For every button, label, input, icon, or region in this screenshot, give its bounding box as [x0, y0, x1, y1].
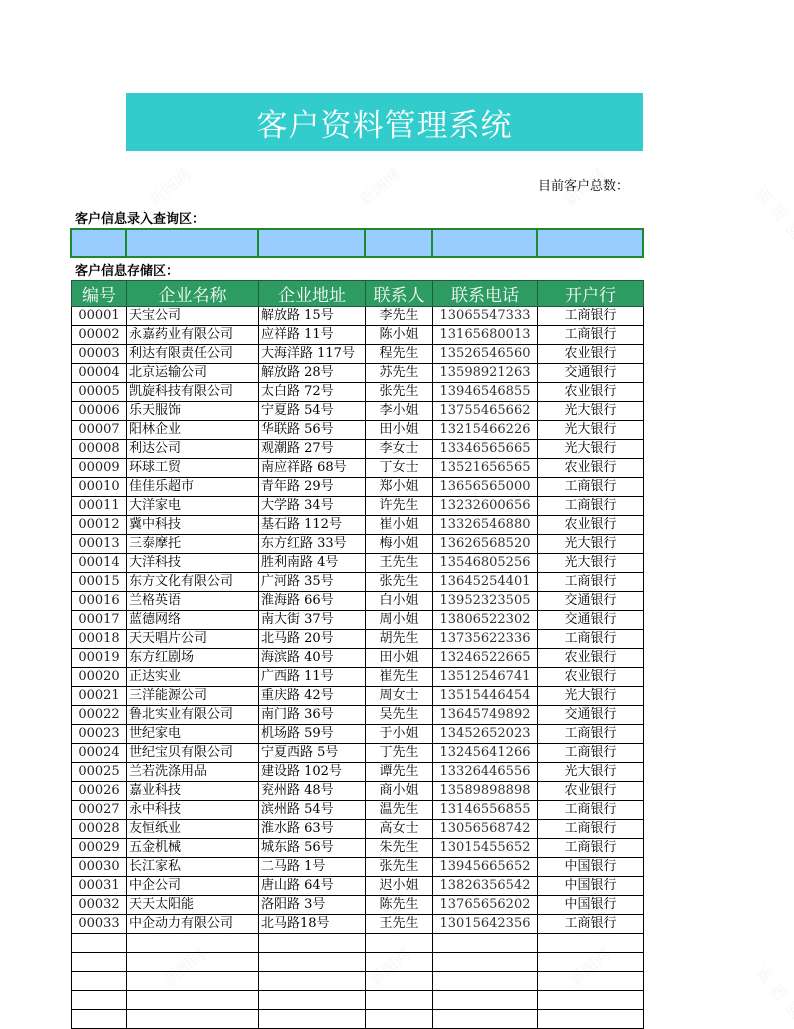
cell-phone[interactable]: 13952323505 [433, 592, 538, 611]
cell-contact[interactable]: 崔先生 [366, 668, 433, 687]
cell-address[interactable]: 二马路 1号 [259, 858, 366, 877]
empty-table-row [72, 953, 644, 972]
cell-contact[interactable]: 张先生 [366, 858, 433, 877]
empty-cell-id[interactable] [72, 934, 127, 953]
cell-id[interactable]: 00028 [72, 820, 127, 839]
cell-bank[interactable]: 工商银行 [538, 307, 644, 326]
cell-company-name[interactable]: 世纪宝贝有限公司 [127, 744, 259, 763]
cell-bank[interactable]: 工商银行 [538, 820, 644, 839]
cell-address[interactable]: 胜利南路 4号 [259, 554, 366, 573]
empty-cell-company-name[interactable] [127, 1010, 259, 1029]
cell-address[interactable]: 太白路 72号 [259, 383, 366, 402]
table-row [72, 763, 644, 782]
title-banner [126, 93, 643, 151]
cell-contact[interactable]: 朱先生 [366, 839, 433, 858]
table-row [72, 611, 644, 630]
cell-company-name[interactable]: 东方红剧场 [127, 649, 259, 668]
cell-id[interactable]: 00007 [72, 421, 127, 440]
table-row [72, 516, 644, 535]
cell-phone[interactable]: 13521656565 [433, 459, 538, 478]
cell-contact[interactable]: 田小姐 [366, 649, 433, 668]
cell-company-name[interactable]: 利达有限责任公司 [127, 345, 259, 364]
empty-cell-id[interactable] [72, 972, 127, 991]
cell-phone[interactable]: 13165680013 [433, 326, 538, 345]
empty-cell-id[interactable] [72, 991, 127, 1010]
cell-phone[interactable]: 13806522302 [433, 611, 538, 630]
cell-company-name[interactable]: 天天唱片公司 [127, 630, 259, 649]
cell-address[interactable]: 应祥路 11号 [259, 326, 366, 345]
empty-cell-bank[interactable] [538, 991, 644, 1010]
cell-address[interactable]: 大海洋路 117号 [259, 345, 366, 364]
empty-cell-address[interactable] [259, 934, 366, 953]
cell-id[interactable]: 00025 [72, 763, 127, 782]
empty-cell-contact[interactable] [366, 991, 433, 1010]
column-header-name[interactable]: 企业名称 [127, 281, 259, 307]
cell-contact[interactable]: 谭先生 [366, 763, 433, 782]
cell-contact[interactable]: 梅小姐 [366, 535, 433, 554]
empty-cell-bank[interactable] [538, 972, 644, 991]
cell-bank[interactable]: 工商银行 [538, 573, 644, 592]
table-row [72, 630, 644, 649]
cell-bank[interactable]: 交通银行 [538, 592, 644, 611]
cell-id[interactable]: 00032 [72, 896, 127, 915]
table-row [72, 497, 644, 516]
table-row [72, 364, 644, 383]
cell-id[interactable]: 00002 [72, 326, 127, 345]
table-row [72, 649, 644, 668]
empty-cell-phone[interactable] [433, 1010, 538, 1029]
cell-id[interactable]: 00011 [72, 497, 127, 516]
cell-bank[interactable]: 农业银行 [538, 649, 644, 668]
cell-address[interactable]: 观潮路 27号 [259, 440, 366, 459]
cell-contact[interactable]: 高女士 [366, 820, 433, 839]
cell-address[interactable]: 青年路 29号 [259, 478, 366, 497]
cell-contact[interactable]: 丁女士 [366, 459, 433, 478]
empty-cell-contact[interactable] [366, 1010, 433, 1029]
cell-company-name[interactable]: 北京运输公司 [127, 364, 259, 383]
cell-company-name[interactable]: 三洋能源公司 [127, 687, 259, 706]
cell-address[interactable]: 华联路 56号 [259, 421, 366, 440]
cell-id[interactable]: 00012 [72, 516, 127, 535]
entry-section-label: 客户信息录入查询区： [75, 212, 206, 227]
cell-address[interactable]: 建设路 102号 [259, 763, 366, 782]
empty-table-row [72, 1010, 644, 1029]
cell-contact[interactable]: 张先生 [366, 383, 433, 402]
empty-cell-id[interactable] [72, 1010, 127, 1029]
cell-contact[interactable]: 周女士 [366, 687, 433, 706]
cell-phone[interactable]: 13626568520 [433, 535, 538, 554]
cell-company-name[interactable]: 五金机械 [127, 839, 259, 858]
entry-query-row [70, 228, 644, 258]
cell-contact[interactable]: 王先生 [366, 554, 433, 573]
cell-contact[interactable]: 温先生 [366, 801, 433, 820]
cell-id[interactable]: 00019 [72, 649, 127, 668]
cell-address[interactable]: 广西路 11号 [259, 668, 366, 687]
empty-cell-company-name[interactable] [127, 934, 259, 953]
storage-section-label: 客户信息存储区： [75, 264, 180, 279]
table-row [72, 801, 644, 820]
cell-contact[interactable]: 陈小姐 [366, 326, 433, 345]
cell-phone[interactable]: 13589898898 [433, 782, 538, 801]
table-row [72, 402, 644, 421]
cell-address[interactable]: 南门路 36号 [259, 706, 366, 725]
cell-contact[interactable]: 程先生 [366, 345, 433, 364]
customer-table [71, 280, 644, 1029]
cell-address[interactable]: 大学路 34号 [259, 497, 366, 516]
cell-phone[interactable]: 13546805256 [433, 554, 538, 573]
cell-company-name[interactable]: 正达实业 [127, 668, 259, 687]
cell-company-name[interactable]: 三泰摩托 [127, 535, 259, 554]
cell-phone[interactable]: 13526546560 [433, 345, 538, 364]
table-row [72, 668, 644, 687]
cell-address[interactable]: 宁夏西路 5号 [259, 744, 366, 763]
cell-id[interactable]: 00033 [72, 915, 127, 934]
cell-phone[interactable]: 13765656202 [433, 896, 538, 915]
cell-id[interactable]: 00014 [72, 554, 127, 573]
cell-bank[interactable]: 光大银行 [538, 687, 644, 706]
cell-bank[interactable]: 光大银行 [538, 421, 644, 440]
cell-company-name[interactable]: 天宝公司 [127, 307, 259, 326]
cell-contact[interactable]: 迟小姐 [366, 877, 433, 896]
cell-phone[interactable]: 13946546855 [433, 383, 538, 402]
cell-id[interactable]: 00003 [72, 345, 127, 364]
empty-cell-company-name[interactable] [127, 953, 259, 972]
cell-contact[interactable]: 丁先生 [366, 744, 433, 763]
cell-address[interactable]: 南应祥路 68号 [259, 459, 366, 478]
table-row [72, 896, 644, 915]
table-row [72, 535, 644, 554]
cell-company-name[interactable]: 利达公司 [127, 440, 259, 459]
cell-bank[interactable]: 工商银行 [538, 915, 644, 934]
entry-field-bank[interactable] [538, 230, 642, 256]
cell-company-name[interactable]: 大洋科技 [127, 554, 259, 573]
table-row [72, 725, 644, 744]
entry-field-name[interactable] [127, 230, 259, 256]
cell-phone[interactable]: 13215466226 [433, 421, 538, 440]
table-row [72, 782, 644, 801]
cell-address[interactable]: 宁夏路 54号 [259, 402, 366, 421]
cell-address[interactable]: 机场路 59号 [259, 725, 366, 744]
cell-id[interactable]: 00018 [72, 630, 127, 649]
cell-id[interactable]: 00023 [72, 725, 127, 744]
cell-company-name[interactable]: 环球工贸 [127, 459, 259, 478]
cell-phone[interactable]: 13452652023 [433, 725, 538, 744]
cell-address[interactable]: 淮水路 63号 [259, 820, 366, 839]
cell-contact[interactable]: 王先生 [366, 915, 433, 934]
cell-contact[interactable]: 吴先生 [366, 706, 433, 725]
cell-company-name[interactable]: 凯旋科技有限公司 [127, 383, 259, 402]
column-header-phone[interactable]: 联系电话 [433, 281, 538, 307]
cell-address[interactable]: 解放路 28号 [259, 364, 366, 383]
cell-contact[interactable]: 田小姐 [366, 421, 433, 440]
cell-bank[interactable]: 工商银行 [538, 630, 644, 649]
cell-bank[interactable]: 工商银行 [538, 839, 644, 858]
cell-contact[interactable]: 白小姐 [366, 592, 433, 611]
cell-contact[interactable]: 许先生 [366, 497, 433, 516]
cell-contact[interactable]: 周小姐 [366, 611, 433, 630]
watermark [751, 955, 794, 1023]
empty-cell-contact[interactable] [366, 934, 433, 953]
cell-contact[interactable]: 胡先生 [366, 630, 433, 649]
cell-address[interactable]: 东方红路 33号 [259, 535, 366, 554]
cell-bank[interactable]: 农业银行 [538, 516, 644, 535]
cell-contact[interactable]: 张先生 [366, 573, 433, 592]
entry-field-phone[interactable] [433, 230, 538, 256]
cell-phone[interactable]: 13645749892 [433, 706, 538, 725]
empty-cell-phone[interactable] [433, 991, 538, 1010]
cell-bank[interactable]: 光大银行 [538, 554, 644, 573]
table-row [72, 858, 644, 877]
cell-address[interactable]: 城东路 56号 [259, 839, 366, 858]
cell-address[interactable]: 北马路18号 [259, 915, 366, 934]
cell-phone[interactable]: 13065547333 [433, 307, 538, 326]
cell-bank[interactable]: 农业银行 [538, 782, 644, 801]
cell-id[interactable]: 00020 [72, 668, 127, 687]
cell-id[interactable]: 00021 [72, 687, 127, 706]
cell-id[interactable]: 00009 [72, 459, 127, 478]
cell-company-name[interactable]: 东方文化有限公司 [127, 573, 259, 592]
cell-company-name[interactable]: 永中科技 [127, 801, 259, 820]
empty-cell-bank[interactable] [538, 1010, 644, 1029]
table-row [72, 706, 644, 725]
cell-company-name[interactable]: 阳林企业 [127, 421, 259, 440]
cell-id[interactable]: 00006 [72, 402, 127, 421]
cell-contact[interactable]: 李小姐 [366, 402, 433, 421]
entry-field-id[interactable] [72, 230, 127, 256]
table-row [72, 573, 644, 592]
cell-id[interactable]: 00024 [72, 744, 127, 763]
cell-id[interactable]: 00013 [72, 535, 127, 554]
table-row [72, 839, 644, 858]
cell-company-name[interactable]: 中企公司 [127, 877, 259, 896]
cell-phone[interactable]: 13598921263 [433, 364, 538, 383]
entry-field-address[interactable] [259, 230, 366, 256]
column-header-id[interactable]: 编号 [72, 281, 127, 307]
cell-address[interactable]: 南大街 37号 [259, 611, 366, 630]
cell-company-name[interactable]: 嘉业科技 [127, 782, 259, 801]
table-row [72, 478, 644, 497]
cell-phone[interactable]: 13146556855 [433, 801, 538, 820]
cell-bank[interactable]: 工商银行 [538, 744, 644, 763]
cell-phone[interactable]: 13326546880 [433, 516, 538, 535]
cell-contact[interactable]: 李先生 [366, 307, 433, 326]
cell-company-name[interactable]: 鲁北实业有限公司 [127, 706, 259, 725]
cell-phone[interactable]: 13056568742 [433, 820, 538, 839]
table-row [72, 383, 644, 402]
cell-id[interactable]: 00030 [72, 858, 127, 877]
cell-id[interactable]: 00022 [72, 706, 127, 725]
cell-bank[interactable]: 工商银行 [538, 725, 644, 744]
cell-bank[interactable]: 中国银行 [538, 877, 644, 896]
cell-bank[interactable]: 光大银行 [538, 440, 644, 459]
cell-bank[interactable]: 农业银行 [538, 459, 644, 478]
cell-phone[interactable]: 13945665652 [433, 858, 538, 877]
empty-table-row [72, 972, 644, 991]
cell-phone[interactable]: 13015455652 [433, 839, 538, 858]
cell-address[interactable]: 洛阳路 3号 [259, 896, 366, 915]
cell-id[interactable]: 00004 [72, 364, 127, 383]
cell-address[interactable]: 唐山路 64号 [259, 877, 366, 896]
cell-contact[interactable]: 李女士 [366, 440, 433, 459]
cell-company-name[interactable]: 天天太阳能 [127, 896, 259, 915]
cell-bank[interactable]: 工商银行 [538, 326, 644, 345]
cell-address[interactable]: 海滨路 40号 [259, 649, 366, 668]
cell-bank[interactable]: 光大银行 [538, 402, 644, 421]
cell-id[interactable]: 00010 [72, 478, 127, 497]
cell-phone[interactable]: 13755465662 [433, 402, 538, 421]
watermark [751, 175, 794, 243]
table-row [72, 554, 644, 573]
cell-bank[interactable]: 中国银行 [538, 896, 644, 915]
cell-id[interactable]: 00029 [72, 839, 127, 858]
cell-company-name[interactable]: 世纪家电 [127, 725, 259, 744]
cell-bank[interactable]: 交通银行 [538, 611, 644, 630]
cell-contact[interactable]: 崔小姐 [366, 516, 433, 535]
table-row [72, 459, 644, 478]
cell-id[interactable]: 00017 [72, 611, 127, 630]
cell-phone[interactable]: 13656565000 [433, 478, 538, 497]
column-header-bank[interactable]: 开户行 [538, 281, 644, 307]
cell-id[interactable]: 00008 [72, 440, 127, 459]
table-row [72, 307, 644, 326]
customer-count-label: 目前客户总数： [538, 179, 630, 194]
cell-company-name[interactable]: 乐天服饰 [127, 402, 259, 421]
cell-bank[interactable]: 中国银行 [538, 858, 644, 877]
entry-field-contact[interactable] [366, 230, 433, 256]
empty-cell-bank[interactable] [538, 934, 644, 953]
cell-address[interactable]: 北马路 20号 [259, 630, 366, 649]
empty-cell-bank[interactable] [538, 953, 644, 972]
cell-id[interactable]: 00031 [72, 877, 127, 896]
empty-cell-phone[interactable] [433, 953, 538, 972]
cell-company-name[interactable]: 蓝德网络 [127, 611, 259, 630]
cell-phone[interactable]: 13735622336 [433, 630, 538, 649]
cell-bank[interactable]: 光大银行 [538, 535, 644, 554]
empty-cell-contact[interactable] [366, 953, 433, 972]
table-row [72, 326, 644, 345]
table-row [72, 915, 644, 934]
page-title: 客户资料管理系统 [256, 107, 513, 144]
cell-contact[interactable]: 苏先生 [366, 364, 433, 383]
cell-address[interactable]: 兖州路 48号 [259, 782, 366, 801]
cell-id[interactable]: 00005 [72, 383, 127, 402]
empty-cell-address[interactable] [259, 953, 366, 972]
empty-cell-phone[interactable] [433, 972, 538, 991]
empty-table-row [72, 934, 644, 953]
cell-company-name[interactable]: 永嘉药业有限公司 [127, 326, 259, 345]
empty-cell-contact[interactable] [366, 972, 433, 991]
cell-phone[interactable]: 13326446556 [433, 763, 538, 782]
cell-company-name[interactable]: 兰格英语 [127, 592, 259, 611]
table-row [72, 345, 644, 364]
cell-contact[interactable]: 郑小姐 [366, 478, 433, 497]
empty-cell-phone[interactable] [433, 934, 538, 953]
cell-bank[interactable]: 光大银行 [538, 763, 644, 782]
cell-address[interactable]: 基石路 112号 [259, 516, 366, 535]
cell-company-name[interactable]: 冀中科技 [127, 516, 259, 535]
cell-company-name[interactable]: 中企动力有限公司 [127, 915, 259, 934]
table-header-row [72, 281, 644, 307]
watermark [353, 162, 405, 210]
empty-table-row [72, 991, 644, 1010]
empty-cell-company-name[interactable] [127, 972, 259, 991]
table-row [72, 421, 644, 440]
table-row [72, 592, 644, 611]
cell-phone[interactable]: 13826356542 [433, 877, 538, 896]
empty-cell-address[interactable] [259, 972, 366, 991]
empty-cell-address[interactable] [259, 991, 366, 1010]
empty-cell-id[interactable] [72, 953, 127, 972]
cell-bank[interactable]: 农业银行 [538, 668, 644, 687]
cell-id[interactable]: 00015 [72, 573, 127, 592]
watermark [143, 162, 195, 210]
cell-address[interactable]: 重庆路 42号 [259, 687, 366, 706]
cell-id[interactable]: 00001 [72, 307, 127, 326]
table-row [72, 877, 644, 896]
cell-phone[interactable]: 13645254401 [433, 573, 538, 592]
cell-phone[interactable]: 13515446454 [433, 687, 538, 706]
column-header-contact[interactable]: 联系人 [366, 281, 433, 307]
cell-phone[interactable]: 13512546741 [433, 668, 538, 687]
table-row [72, 687, 644, 706]
table-row [72, 820, 644, 839]
cell-id[interactable]: 00026 [72, 782, 127, 801]
cell-contact[interactable]: 于小姐 [366, 725, 433, 744]
cell-id[interactable]: 00016 [72, 592, 127, 611]
cell-phone[interactable]: 13346565665 [433, 440, 538, 459]
cell-address[interactable]: 淮海路 66号 [259, 592, 366, 611]
cell-bank[interactable]: 交通银行 [538, 364, 644, 383]
cell-contact[interactable]: 陈先生 [366, 896, 433, 915]
cell-phone[interactable]: 13232600656 [433, 497, 538, 516]
table-row [72, 744, 644, 763]
cell-bank[interactable]: 农业银行 [538, 345, 644, 364]
cell-bank[interactable]: 交通银行 [538, 706, 644, 725]
cell-bank[interactable]: 工商银行 [538, 497, 644, 516]
cell-company-name[interactable]: 佳佳乐超市 [127, 478, 259, 497]
cell-bank[interactable]: 工商银行 [538, 801, 644, 820]
cell-phone[interactable]: 13246522665 [433, 649, 538, 668]
cell-company-name[interactable]: 兰若洗涤用品 [127, 763, 259, 782]
cell-address[interactable]: 解放路 15号 [259, 307, 366, 326]
cell-contact[interactable]: 商小姐 [366, 782, 433, 801]
cell-bank[interactable]: 工商银行 [538, 478, 644, 497]
cell-phone[interactable]: 13015642356 [433, 915, 538, 934]
cell-company-name[interactable]: 长江家私 [127, 858, 259, 877]
empty-cell-company-name[interactable] [127, 991, 259, 1010]
table-row [72, 440, 644, 459]
cell-company-name[interactable]: 大洋家电 [127, 497, 259, 516]
empty-cell-address[interactable] [259, 1010, 366, 1029]
cell-id[interactable]: 00027 [72, 801, 127, 820]
column-header-address[interactable]: 企业地址 [259, 281, 366, 307]
cell-phone[interactable]: 13245641266 [433, 744, 538, 763]
cell-company-name[interactable]: 友恒纸业 [127, 820, 259, 839]
cell-bank[interactable]: 农业银行 [538, 383, 644, 402]
cell-address[interactable]: 滨州路 54号 [259, 801, 366, 820]
cell-address[interactable]: 广河路 35号 [259, 573, 366, 592]
